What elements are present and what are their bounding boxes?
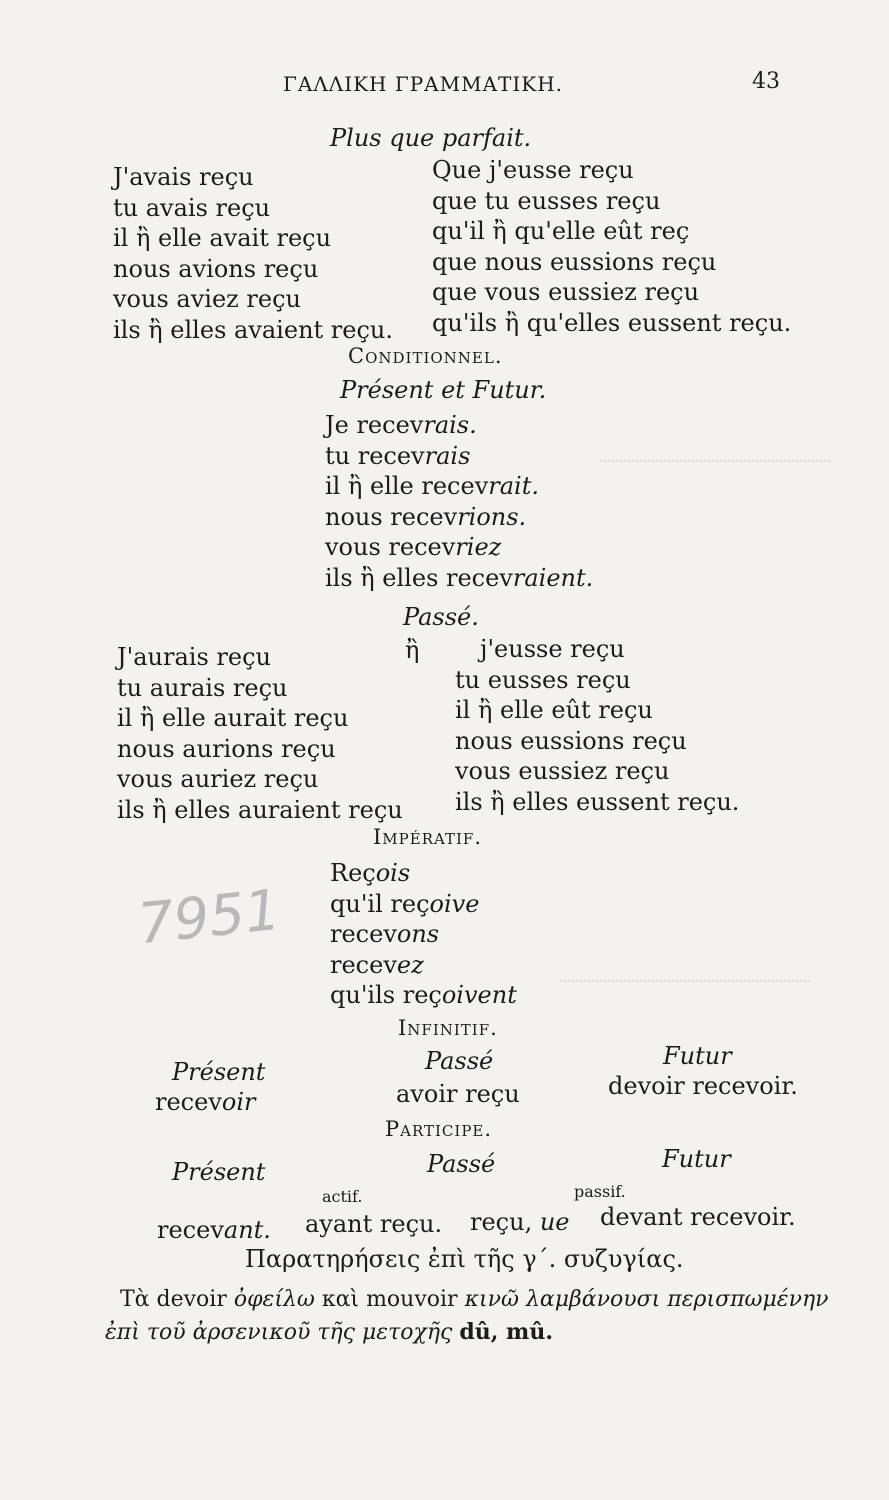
conjugation-line: J'aurais reçu: [117, 643, 271, 671]
conjugation-line: vous aviez reçu: [113, 285, 302, 313]
section-heading-plus-que-parfait: Plus que parfait.: [330, 124, 532, 152]
conjugation-line: qu'ils ἢ qu'elles eussent reçu.: [432, 308, 792, 337]
conjugation-line: vous recevriez: [325, 533, 502, 561]
label-participe-futur: Futur: [662, 1145, 731, 1173]
subheading-present-futur: Présent et Futur.: [340, 376, 547, 404]
imperatif-column: [330, 858, 517, 1011]
label-participe-present: Présent: [172, 1158, 266, 1186]
participe-passe-passif-value: reçu, ue: [470, 1208, 570, 1236]
conditionnel-passe-first-form-column: [117, 642, 403, 825]
conjugation-line: qu'il reçoive: [330, 889, 480, 918]
conjugation-line: Je recevrais.: [325, 411, 477, 439]
section-heading-conditionnel: Conditionnel.: [348, 344, 503, 368]
conjugation-line: il ἢ elle aurait reçu: [117, 704, 349, 732]
notes-line-1: Τὰ devoir ὀφείλω καὶ mouvoir κινῶ λαμβάνουσι περισπωμένην: [120, 1287, 829, 1312]
bleed-through-mark: [600, 460, 830, 470]
conjugation-line: nous eussions reçu: [455, 726, 687, 755]
conjugation-line: tu avais reçu: [113, 193, 271, 222]
conjugation-line: que nous eussions reçu: [432, 247, 717, 276]
infinitif-passe-value: avoir reçu: [396, 1080, 520, 1108]
conjugation-line: vous auriez reçu: [117, 765, 319, 793]
label-passif: passif.: [574, 1182, 626, 1201]
section-heading-participe: Participe.: [385, 1117, 493, 1141]
label-infinitif-futur: Futur: [663, 1042, 732, 1070]
conjugation-line: j'eusse reçu: [480, 635, 625, 663]
plus-que-parfait-indicatif-column: [113, 162, 393, 345]
conjugation-line: nous aurions reçu: [117, 734, 336, 763]
running-title: ΓΑΛΛΙΚΗ ΓΡΑΜΜΑΤΙΚΗ.: [283, 72, 564, 96]
infinitif-present-value: recevoir: [155, 1088, 256, 1116]
label-participe-passe: Passé: [427, 1150, 496, 1178]
conjugation-line: ils ἢ elles avaient reçu.: [113, 315, 393, 344]
bleed-through-mark: [560, 980, 810, 990]
conjugation-line: tu aurais reçu: [117, 673, 288, 702]
notes-heading: Παρατηρήσεις ἐπὶ τῆς γ΄. συζυγίας.: [245, 1245, 684, 1273]
conjugation-line: tu recevrais: [325, 441, 471, 470]
conjugation-line: qu'ils reçoivent: [330, 981, 517, 1009]
conjugation-line: il ἢ elle recevrait.: [325, 472, 539, 500]
conjugation-line: ils ἢ elles eussent reçu.: [455, 787, 740, 816]
conjugation-line: vous eussiez reçu: [455, 757, 670, 785]
conjugation-line: tu eusses reçu: [455, 665, 631, 694]
label-infinitif-passe: Passé: [425, 1047, 494, 1075]
conjugation-line: Que j'eusse reçu: [432, 156, 634, 184]
conjugation-line: nous recevrions.: [325, 502, 527, 531]
or-word: ἢ: [405, 636, 420, 664]
conjugation-line: recevons: [330, 920, 440, 948]
conjugation-line: que tu eusses reçu: [432, 186, 661, 215]
conditionnel-passe-second-form-column: [455, 634, 739, 817]
conjugation-line: Reçois: [330, 859, 411, 887]
plus-que-parfait-subjonctif-column: [432, 155, 791, 338]
conjugation-line: qu'il ἢ qu'elle eût reç: [432, 217, 690, 245]
conjugation-line: il ἢ elle eût reçu: [455, 696, 653, 724]
notes-line-2: ἐπὶ τοῦ ἀρσενικοῦ τῆς μετοχῆς dû, mû.: [105, 1319, 553, 1345]
conditionnel-present-column: [325, 410, 593, 593]
section-heading-imperatif: Impératif.: [373, 825, 483, 849]
participe-present-value: recevant.: [157, 1216, 271, 1244]
label-actif: actif.: [322, 1187, 363, 1206]
pencil-annotation: 7951: [134, 877, 284, 958]
participe-passe-actif-value: ayant reçu.: [305, 1210, 443, 1238]
conjugation-line: il ἢ elle avait reçu: [113, 224, 332, 252]
conjugation-line: ils ἢ elles auraient reçu: [117, 795, 403, 824]
conjugation-line: que vous eussiez reçu: [432, 278, 700, 306]
participe-futur-value: devant recevoir.: [600, 1203, 796, 1231]
page-number: 43: [752, 69, 780, 94]
section-heading-infinitif: Infinitif.: [398, 1016, 498, 1040]
subheading-passe: Passé.: [403, 603, 479, 631]
conjugation-line: nous avions reçu: [113, 254, 319, 283]
label-infinitif-present: Présent: [172, 1058, 266, 1086]
conjugation-line: recevez: [330, 950, 424, 979]
conjugation-line: ils ἢ elles recevraient.: [325, 563, 594, 592]
infinitif-futur-value: devoir recevoir.: [608, 1072, 798, 1100]
conjugation-line: J'avais reçu: [113, 163, 254, 191]
